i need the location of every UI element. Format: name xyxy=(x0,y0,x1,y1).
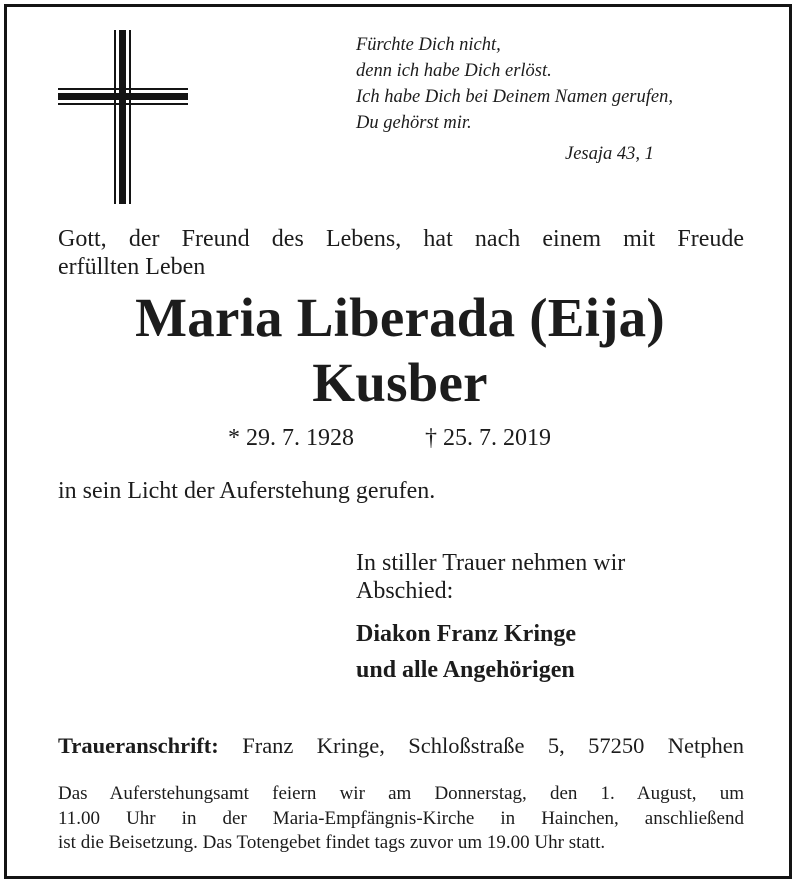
closing-line: in sein Licht der Auferstehung gerufen. xyxy=(58,478,436,504)
address-value: Franz Kringe, Schloßstraße 5, 57250 Netphen xyxy=(242,733,745,758)
intro-line-2: erfüllten Leben xyxy=(58,254,206,280)
birth-date: * 29. 7. 1928 xyxy=(228,425,354,451)
service-notice xyxy=(58,782,744,856)
mourner-name-1: Diakon Franz Kringe xyxy=(356,621,576,647)
notice-line-3: ist die Beisetzung. Das Totengebet findet tags zuvor um 19.00 Uhr statt. xyxy=(58,832,606,853)
condolence-address xyxy=(58,733,744,759)
intro-line-1: Gott, der Freund des Lebens, hat nach einem mit Freude xyxy=(58,226,744,252)
mourners-line-2: Abschied: xyxy=(356,578,454,604)
address-label: Traueranschrift: xyxy=(58,733,219,758)
verse-line-4: Du gehörst mir. xyxy=(356,113,472,133)
verse-line-2: denn ich habe Dich erlöst. xyxy=(356,61,552,81)
verse-reference: Jesaja 43, 1 xyxy=(565,144,654,164)
cross-icon xyxy=(58,30,188,204)
mourners-line-1: In stiller Trauer nehmen wir xyxy=(356,550,626,576)
deceased-name-line-2: Kusber xyxy=(312,352,488,413)
mourner-name-2: und alle Angehörigen xyxy=(356,657,575,683)
verse-line-1: Fürchte Dich nicht, xyxy=(356,35,501,55)
notice-line-2: 11.00 Uhr in der Maria-Empfängnis-Kirche in Hainchen, anschließend xyxy=(58,807,744,829)
deceased-name-line-1: Maria Liberada (Eija) xyxy=(135,287,665,348)
verse-line-3: Ich habe Dich bei Deinem Namen gerufen, xyxy=(356,87,673,107)
notice-line-1: Das Auferstehungsamt feiern wir am Donnerstag, den 1. August, um xyxy=(58,783,744,804)
death-date: † 25. 7. 2019 xyxy=(425,425,551,451)
